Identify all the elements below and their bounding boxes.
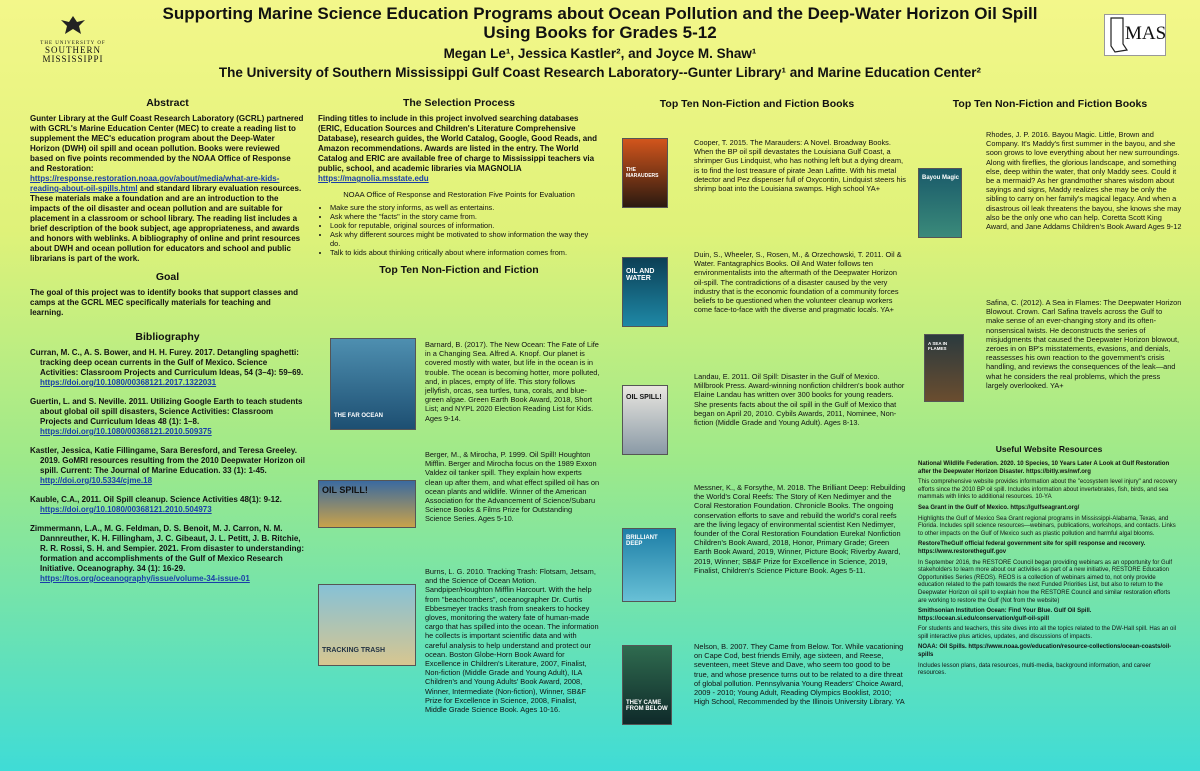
resources-list — [918, 461, 1180, 681]
bib-link[interactable]: https://doi.org/10.1080/00368121.2010.509375 — [40, 427, 212, 436]
resource-item: Highlights the Gulf of Mexico Sea Grant regional programs in Mississippi-Alabama, Texas, and Florida. Includes spill science resources—webinars, publications, workshops, and contacts. Links to other impacts on the Gulf of Mexico such as plastic pollution and harmful algal blooms. — [918, 515, 1176, 537]
book-entry: Duin, S., Wheeler, S., Rosen, M., & Orzechowski, T. 2011. Oil & Water. Fantagraphics Books. Oil And Water follows ten environmentalists into the aftermath of the Deepwater Horizon oil-spill. The contradictions of a disaster caused by the very industry that is the economic foundation of a community forces beliefs to be questioned when the volunteer cleanup workers come face-to-face with the diverse and pragmatic locals. YA+ — [694, 250, 902, 315]
bib-entry: Zimmermann, L.A., M. G. Feldman, D. S. Benoit, M. J. Carron, N. M. Dannreuther, K. H. Fillingham, J. C. Gibeaut, J. L. Petitt, J. B. Ritchie, R. R. Rossi, S. H. and Sempier. 2021. From disaster to understanding: formation and accomplishments of the Gulf of Mexico Research Initiative. Oceanography. 34 (1): 16-29. https://tos.org/oceanography/issue/volume-34-issue-01 — [30, 524, 305, 583]
bib-link[interactable]: http://doi.org/10.5334/cjme.18 — [40, 476, 153, 485]
resource-item: For students and teachers, this site dives into all the topics related to the DW-Hall spill. Has an oil spill interactive plus articles, updates, and discussions of impacts. — [918, 626, 1177, 640]
authors: Megan Le¹, Jessica Kastler², and Joyce M. Shaw¹ — [443, 46, 757, 61]
book-cover: A SEA IN FLAMES — [924, 334, 964, 402]
poster-header — [0, 0, 1200, 88]
noaa-point: • Ask where the "facts" in the story came from. — [330, 212, 600, 221]
resource-item: Includes lesson plans, data resources, multi-media, background information, and career resources. — [918, 662, 1151, 677]
selection-heading: The Selection Process — [402, 97, 516, 109]
abstract-heading: Abstract — [146, 97, 189, 109]
selection-text: Finding titles to include in this project involved searching databases (ERIC, Education Sources and Children's Literature Comprehensive Database), research guides, the World Catalog, Google, Good Reads, and Amazon recommendations. Awards are listed in the entry. The World Catalog and ERIC are available free of charge to Mississippi teachers via public, school, and academic libraries via MAGNOLIA https://magnolia.msstate.edu — [318, 114, 598, 183]
resource-item: Sea Grant in the Gulf of Mexico. https://gulfseagrant.org/ — [918, 504, 1080, 511]
resources-heading: Useful Website Resources — [995, 444, 1103, 454]
book-cover: THE FAR OCEAN — [330, 338, 416, 430]
title-line1: Supporting Marine Science Education Programs about Ocean Pollution and the Deep-Water Horizon Oil Spill — [162, 4, 1038, 23]
logo-line3: MISSISSIPPI — [42, 54, 104, 64]
book-cover: TRACKING TRASH — [318, 584, 416, 666]
resource-item: NOAA: Oil Spills. https://www.noaa.gov/education/resource-collections/ocean-coasts/oil-spills — [918, 644, 1172, 659]
book-cover: THEY CAME FROM BELOW — [622, 645, 672, 725]
book-entry: Safina, C. (2012). A Sea in Flames: The Deepwater Horizon Blowout. Crown. Carl Safina travels across the Gulf to make sense of an ever-changing story and its often-nonsensical twists. He deconstructs the series of misjudgments that caused the Deepwater Horizon blowout, zeroes in on BP's misstatements, evasions, and denials, reassesses his own reaction to the government's crisis handling, and reviews the consequences of the leak—and what he considers the real problems, which the press largely overlooked. YA+ — [986, 298, 1182, 390]
resource-item: In September 2016, the RESTORE Council began providing webinars as an opportunity for Gulf stakeholders to learn more about our activities as part of a new initiative, RESTORE Education Opportunities Series (REOS). REOS is a collection of webinars aimed to, not only provide education related to the path towards the next Funded Priorities List, but also to return to the Deepwater Horizon oil spill to explain how the RESTORE Council and similar restoration efforts are working to restore the Gulf (Not from the website) — [918, 559, 1173, 604]
book-entry: Rhodes, J. P. 2016. Bayou Magic. Little, Brown and Company. It's Maddy's first summer in the bayou, and she soon grows to love everything about her new surroundings. Along with fireflies, the glorious landscape, and something else, deep within the water, that only Maddy sees. Could it be a mermaid? As her grandmother shares wisdom about sayings and signs, Maddy realizes she may be only the sibling to carry on her family's magical legacy. And when a disastrous oil leak threatens the bayou, she knows she may also be the only one who can help. Coretta Scott King Award, and Jane Addams Children's Book Award Ages 9-12 — [986, 130, 1182, 232]
noaa-point: • Look for reputable, original sources of information. — [330, 221, 600, 230]
noaa-point: • Ask why different sources might be motivated to show information the way they do. — [330, 230, 600, 248]
noaa-heading: NOAA Office of Response and Restoration Five Points for Evaluation — [343, 190, 575, 199]
bibliography-list — [30, 348, 305, 584]
bibliography-heading: Bibliography — [135, 331, 200, 343]
book-entry: Burns, L. G. 2010. Tracking Trash: Flotsam, Jetsam, and the Science of Ocean Motion. Sandpiper/Houghton Mifflin Harcourt. With the help from "beachcombers", oceanographer Dr. Curtis Ebbesmeyer tracks trash from sneakers to hockey gloves, monitoring the watery fate of human-made cargo that has spilled into the ocean. The information he collects is important scientific data and with careful analysis to help understand and protect our ocean. Boston Globe-Horn Book Award for Excellence in Children's Literature, 2007, Finalist, Non-fiction (Middle Grade and Young Adult), ILA Children's and Young Adults' Book Award, 2008, Winner, Intermediate (Non-fiction), Winner, SB&F Prize for Excellence in Science, 2008, Finalist, Middle Grade Science Book. Ages 10-16. — [425, 567, 599, 715]
bib-entry: Guertin, L. and S. Neville. 2011. Utilizing Google Earth to teach students about global oil spill disasters, Science Activities: Classroom Projects and Curriculum Ideas 48 (1): 1–8. https://doi.org/10.1080/00368121.2010.509375 — [30, 397, 303, 436]
mas-logo — [1104, 14, 1166, 56]
book-cover: OIL SPILL! — [622, 385, 668, 455]
book-entry: Messner, K., & Forsythe, M. 2018. The Brilliant Deep: Rebuilding the World's Coral Reefs: The Story of Ken Nedimyer and the Coral Restoration Foundation. Chronicle Books. The ongoing conservation efforts to save and rebuild the world's coral reefs are the living legacy of environmental scientist Ken Nedimyer, founder of the Coral Restoration Foundation Eureka! Nonfiction Children's Book Award, 2018, Honor, Primary Grade; Green Earth Book Award, 2019, Winner, Picture Book; Riverby Award, 2019, Winner; SB&F Prize for Excellence in Science, 2019, Finalist, Children's Science Picture Book. Ages 5-11. — [694, 483, 906, 575]
book-entry: Nelson, B. 2007. They Came from Below. Tor. While vacationing on Cape Cod, best friends Emily, age sixteen, and Reese, seventeen, meet Steve and Dave, who seem too good to be true, and whose presence turns out to be related to a dire threat of global pollution. Pennsylvania Young Readers' Choice Award, 2009 - 2010; Young Adult, Reading Olympics Booklist, 2010; High School, Recommended by the Illinois University Library. YA — [694, 642, 905, 707]
book-entry: Cooper, T. 2015. The Marauders: A Novel. Broadway Books. When the BP oil spill devastates the Louisiana Gulf Coast, a shrimper Gus Lindquist, who has nothing left but a dying dream, is to find the lost treasure of pirate Jean Lafitte. With his metal detector and Pez dispenser full of Oxycontin, Lindquist steers his shrimp boat into the Louisiana swamps. High school YA+ — [694, 138, 906, 194]
resource-item: RestoreTheGulf official federal government site for spill response and recovery. https://www.restorethegulf.gov — [918, 541, 1146, 555]
abstract-text-part1: Gunter Library at the Gulf Coast Research Laboratory (GCRL) partnered with GCRL's Marine Education Center (MEC) to create a reading list to supplement the MEC's education program about the Deep-Water Horizon (DWH) oil spill and ocean pollution. Books were reviewed based on five points recommended by the NOAA Office of Response and Restoration: — [30, 114, 304, 173]
mas-logo-text: MAS — [1125, 23, 1167, 44]
book-entry: Barnard, B. (2017). The New Ocean: The Fate of Life in a Changing Sea. Alfred A. Knopf. Our planet is covered mostly with water, but life in the ocean is in trouble. The ocean is becoming hotter, more polluted, and, in places, empty of life. This story follows jellyfish, orcas, sea turtles, tuna, corals, and blue-green algae. Green Earth Book Award, 2018, Short List; and NYPL 2020 Election Reading List for Kids. Ages 9-14. — [425, 340, 600, 423]
noaa-point: • Talk to kids about thinking critically about where information comes from. — [330, 248, 600, 257]
abstract-link[interactable]: https://response.restoration.noaa.gov/about/media/what-are-kids-reading-about-oil-spills.html — [30, 174, 280, 193]
resource-item: Smithsonian Institution Ocean: Find Your Blue. Gulf Oil Spill. https://ocean.si.edu/conservation/gulf-oil-spill — [918, 608, 1092, 622]
bib-entry: Kastler, Jessica, Katie Fillingame, Sara Beresford, and Teresa Greeley. 2019. GoMRI resources resulting from the 2010 Deepwater Horizon oil spill. Current: The Journal of Marine Education. 33 (1): 1-45. http://doi.org/10.5334/cjme.18 — [30, 446, 305, 485]
column-1 — [30, 98, 305, 593]
goal-text: The goal of this project was to identify books that support classes and camps at the GCRL MEC specifically materials for teaching and learning. — [30, 288, 299, 317]
bib-entry: Curran, M. C., A. S. Bower, and H. H. Furey. 2017. Detangling spaghetti: tracking deep ocean currents in the Gulf of Mexico. Science Activities: Classroom Projects and Curriculum Ideas, 54 (3–4): 59–69. https://doi.org/10.1080/00368121.2017.1322031 — [30, 348, 304, 387]
book-cover: THE MARAUDERS — [622, 138, 668, 208]
goal-heading: Goal — [155, 271, 180, 283]
eagle-icon — [59, 14, 87, 36]
noaa-points — [330, 203, 600, 257]
bib-link[interactable]: https://tos.org/oceanography/issue/volume-34-issue-01 — [40, 574, 250, 583]
logo-line2: SOUTHERN — [44, 45, 101, 55]
abstract-text — [30, 114, 305, 264]
book-entry: Landau, E. 2011. Oil Spill: Disaster in the Gulf of Mexico. Millbrook Press. Award-winning nonfiction children's book author Elaine Landau has written over 300 books for young readers. She presents facts about the oil spill in the Gulf of Mexico that began on April 20, 2010. Cybils Awards, 2011, Nominee, Non-fiction (Middle Grade and Young Adult). Ages 8-13. — [694, 372, 905, 428]
bib-link[interactable]: https://doi.org/10.1080/00368121.2017.1322031 — [40, 378, 217, 387]
books-heading-col3: Top Ten Non-Fiction and Fiction Books — [659, 98, 855, 110]
institution: The University of Southern Mississippi Gulf Coast Research Laboratory--Gunter Library¹ and Marine Education Center² — [218, 65, 982, 80]
poster-title — [120, 4, 1080, 42]
column-2 — [318, 98, 600, 275]
noaa-point: • Make sure the story informs, as well as entertains. — [330, 203, 600, 212]
book-entry: Berger, M., & Mirocha, P. 1999. Oil Spill! Houghton Mifflin. Berger and Mirocha focus on the 1989 Exxon Valdez oil tanker spill. They explain how experts clean up after them, and what effect spilled oil has on ocean plants and wildlife. Winner of the American Association for the Advancement of Science/Subaru Science Books & Films Prize for Outstanding Science Series. Ages 5-10. — [425, 450, 600, 524]
bib-link[interactable]: https://doi.org/10.1080/00368121.2010.504973 — [40, 505, 212, 514]
resource-item: This comprehensive website provides information about the "ecosystem level injury" and recovery efforts since the 2010 BP oil spill. Includes information about invertebrates, fish, birds, and sea mammals with links to additional resources. 10-YA — [918, 479, 1178, 501]
title-line2: Using Books for Grades 5-12 — [483, 23, 717, 42]
logo-line1: THE UNIVERSITY OF — [40, 41, 106, 46]
bib-entry: Kauble, C.A., 2011. Oil Spill cleanup. Science Activities 48(1): 9-12. https://doi.org/10.1080/00368121.2010.504973 — [30, 495, 282, 514]
book-cover: Bayou Magic — [918, 168, 962, 238]
usm-logo — [28, 14, 118, 64]
book-cover: BRILLIANT DEEP — [622, 528, 676, 602]
abstract-text-part2: and standard library evaluation resources. These materials make a foundation and are an introduction to the impacts of the oil disaster and ocean pollution and are suitable for placement in a classroom or school library. The reading list includes a brief description of the book subject, age appropriateness, and awards and honors with weblinks. A bibliography of online and print resources about DWH and ocean pollution for educators and school and public librarians is part of the work. — [30, 184, 302, 263]
magnolia-link[interactable]: https://magnolia.msstate.edu — [318, 174, 429, 183]
resource-item: National Wildlife Federation. 2020. 10 Species, 10 Years Later A Look at Gulf Restoration after the Deepwater Horizon Disaster. https://bitly.ws/nwf.org — [918, 461, 1170, 475]
book-cover: OIL SPILL! — [318, 480, 416, 528]
books-heading-col4: Top Ten Non-Fiction and Fiction Books — [952, 98, 1148, 110]
book-cover: OIL AND WATER — [622, 257, 668, 327]
books-heading-col2: Top Ten Non-Fiction and Fiction — [379, 264, 539, 276]
